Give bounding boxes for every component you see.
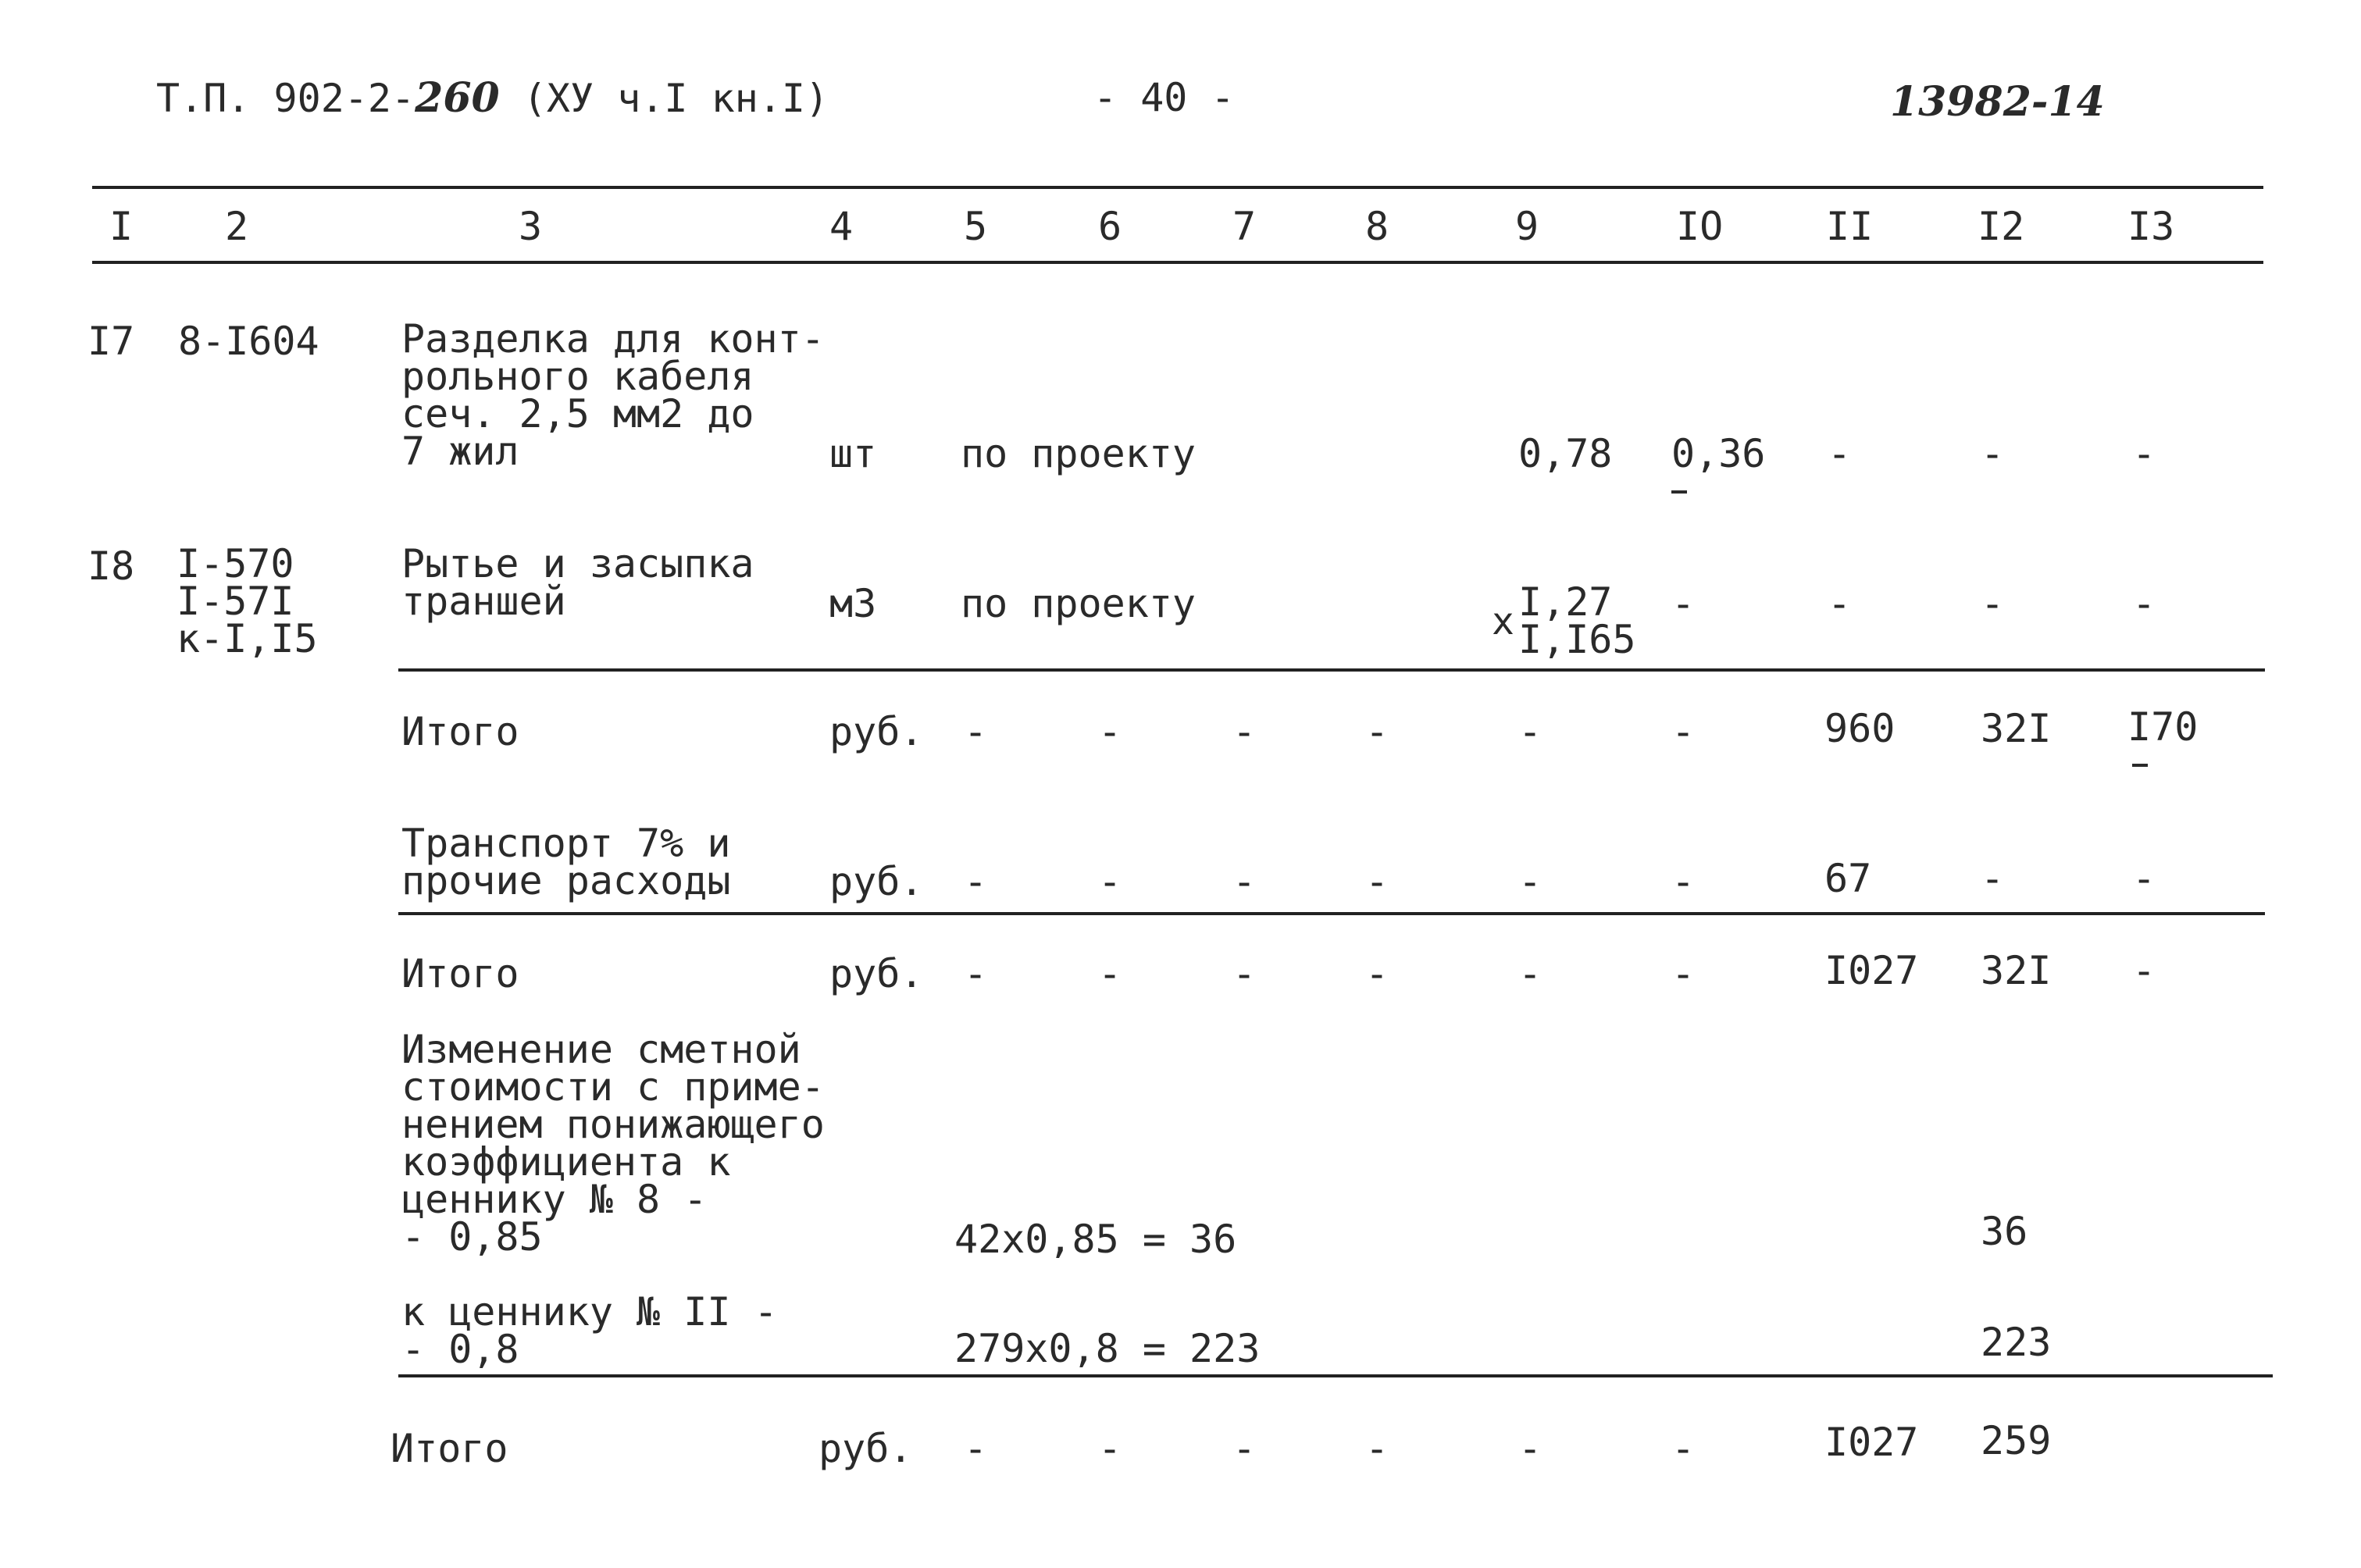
col-header-13: I3 (2127, 204, 2175, 249)
total-1-col13-underline (2132, 764, 2148, 767)
row-18-col9-multiplier: x (1492, 600, 1514, 643)
final-total-label: Итого (391, 1426, 508, 1471)
total-2-col7: - (1232, 951, 1257, 996)
total-1-col5: - (964, 709, 988, 754)
row-17-code: 8-I604 (178, 319, 319, 364)
final-total-col6: - (1098, 1426, 1122, 1471)
transport-label: Транспорт 7% и прочие расходы (401, 821, 731, 903)
row-17-col10: 0,36 (1671, 431, 1766, 476)
transport-unit: руб. (829, 859, 924, 904)
total-2-label: Итого (401, 951, 519, 996)
row-17-quantity: по проекту (961, 431, 1197, 476)
col-header-1: I (109, 204, 134, 249)
row-17-col10-underline (1671, 490, 1687, 494)
final-total-col8: - (1365, 1426, 1389, 1471)
col-header-6: 6 (1098, 204, 1122, 249)
total-1-col8: - (1365, 709, 1389, 754)
final-total-col5: - (964, 1426, 988, 1471)
col-header-8: 8 (1365, 204, 1389, 249)
header-top-rule (92, 186, 2263, 189)
row-17-col13: - (2132, 431, 2156, 476)
total-2-col6: - (1098, 951, 1122, 996)
total-2-col13: - (2132, 948, 2156, 993)
change-calc-1: 42x0,85 = 36 (954, 1217, 1237, 1262)
change-calc-2: 279x0,8 = 223 (954, 1326, 1261, 1371)
total-1-label: Итого (401, 709, 519, 754)
col-header-2: 2 (225, 204, 249, 249)
section-rule-1 (398, 668, 2265, 672)
final-total-col12: 259 (1981, 1418, 2052, 1463)
section-rule-2 (398, 912, 2265, 915)
col-header-7: 7 (1232, 204, 1257, 249)
section-rule-3 (398, 1374, 2273, 1377)
inventory-number: 13982-14 (1890, 78, 2105, 126)
total-1-col6: - (1098, 709, 1122, 754)
row-18-col11: - (1828, 581, 1852, 626)
total-1-col7: - (1232, 709, 1257, 754)
transport-col5: - (964, 859, 988, 904)
total-1-unit: руб. (829, 709, 924, 754)
row-18-col13: - (2132, 581, 2156, 626)
row-18-col10: - (1671, 581, 1696, 626)
total-2-col11: I027 (1824, 948, 1919, 993)
change-value-2: 223 (1981, 1320, 2052, 1365)
total-2-col5: - (964, 951, 988, 996)
row-18-col12: - (1981, 581, 2005, 626)
row-17-col12: - (1981, 431, 2005, 476)
final-total-col7: - (1232, 1426, 1257, 1471)
transport-col9: - (1518, 859, 1542, 904)
row-18-number: I8 (87, 543, 135, 589)
row-18-col9-bottom: I,I65 (1518, 617, 1636, 662)
change-description-2: к ценнику № II - - 0,8 (401, 1289, 778, 1372)
final-total-unit: руб. (819, 1426, 913, 1471)
doc-code-handwritten: 260 (415, 74, 500, 122)
transport-col8: - (1365, 859, 1389, 904)
col-header-5: 5 (964, 204, 988, 249)
total-1-col10: - (1671, 709, 1696, 754)
transport-col13: - (2132, 856, 2156, 901)
total-1-col11: 960 (1824, 706, 1896, 751)
row-18-col9-top: I,27 (1518, 579, 1613, 625)
col-header-11: II (1826, 204, 1874, 249)
col-header-9: 9 (1515, 204, 1539, 249)
transport-col12: - (1981, 856, 2005, 901)
row-18-unit: м3 (829, 581, 877, 626)
row-18-description: Рытье и засыпка траншей (401, 541, 754, 624)
doc-code-prefix: Т.П. 902-2- (156, 76, 415, 121)
total-2-col9: - (1518, 951, 1542, 996)
col-header-12: I2 (1978, 204, 2025, 249)
final-total-col9: - (1518, 1426, 1542, 1471)
row-18-codes: I-570 I-57I к-I,I5 (177, 541, 318, 661)
transport-col7: - (1232, 859, 1257, 904)
doc-code-suffix: (ХУ ч.I кн.I) (522, 76, 829, 121)
transport-col11: 67 (1824, 856, 1872, 901)
col-header-4: 4 (829, 204, 854, 249)
final-total-col10: - (1671, 1426, 1696, 1471)
total-2-col12: 32I (1981, 948, 2052, 993)
change-description: Изменение сметной стоимости с приме- нением понижающего коэффициента к ценнику № 8 - - 0,85 (401, 1027, 825, 1260)
row-17-number: I7 (87, 319, 135, 364)
total-2-col8: - (1365, 951, 1389, 996)
row-17-col9: 0,78 (1518, 431, 1613, 476)
doc-code (156, 74, 829, 122)
total-1-col12: 32I (1981, 706, 2052, 751)
row-17-description: Разделка для конт- рольного кабеля сеч. 2,5 мм2 до 7 жил (401, 316, 825, 474)
total-1-col9: - (1518, 709, 1542, 754)
change-value-1: 36 (1981, 1209, 2028, 1254)
total-2-unit: руб. (829, 951, 924, 996)
total-2-col10: - (1671, 951, 1696, 996)
total-1-col13: I70 (2127, 704, 2199, 750)
row-18-quantity: по проекту (961, 581, 1197, 626)
row-17-unit: шт (829, 431, 877, 476)
header-bottom-rule (92, 261, 2263, 264)
page-number: - 40 - (1093, 75, 1235, 120)
col-header-10: IO (1676, 204, 1724, 249)
final-total-col11: I027 (1824, 1420, 1919, 1465)
row-17-col11: - (1828, 431, 1852, 476)
transport-col10: - (1671, 859, 1696, 904)
col-header-3: 3 (519, 204, 543, 249)
transport-col6: - (1098, 859, 1122, 904)
